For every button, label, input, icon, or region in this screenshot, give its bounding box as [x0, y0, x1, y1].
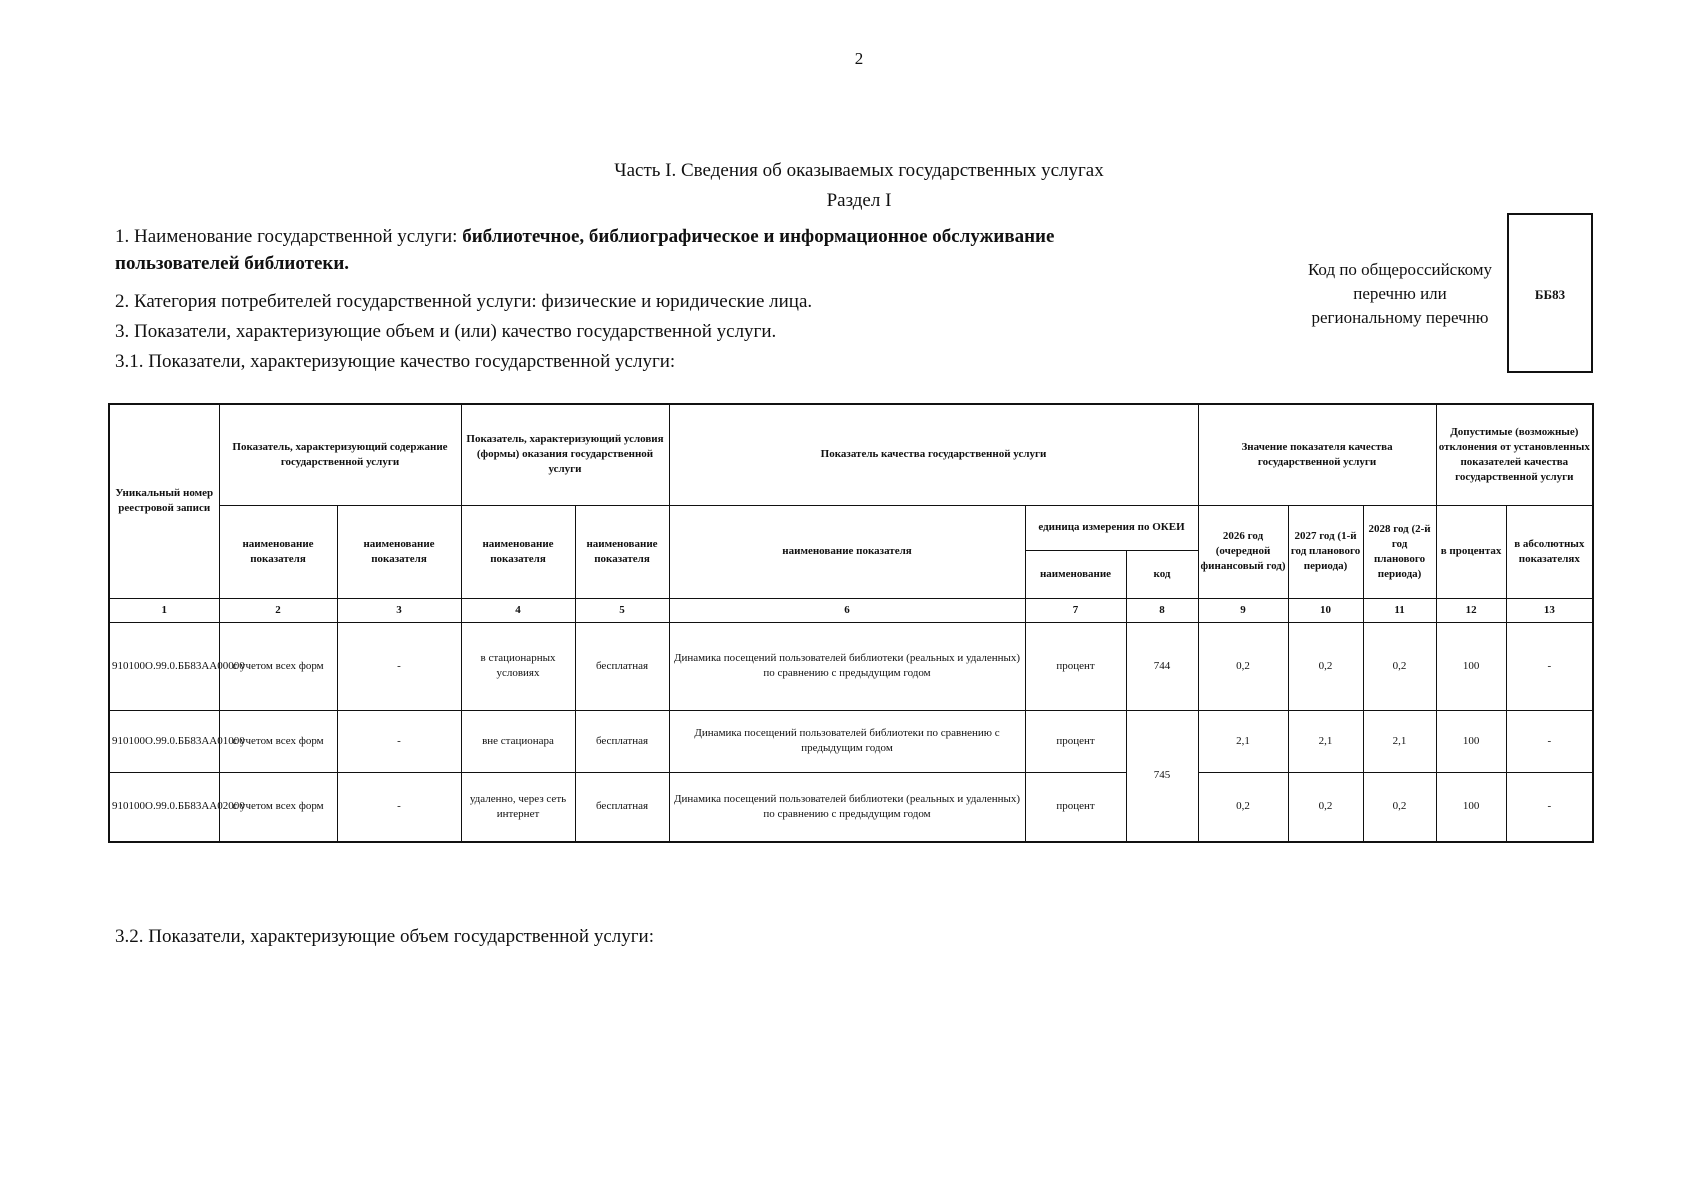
column-number: 2: [219, 598, 337, 622]
part-title: Часть I. Сведения об оказываемых государственных услугах: [614, 160, 1104, 181]
page-number: 2: [854, 49, 864, 68]
column-number: 7: [1025, 598, 1126, 622]
unit-name: процент: [1025, 710, 1126, 772]
header-okei-unit: единица измерения по ОКЕИ: [1025, 505, 1198, 550]
table-row: [109, 622, 1593, 710]
deviation-absolute: -: [1506, 710, 1593, 772]
condition-indicator-1: в стационарных условиях: [461, 622, 575, 710]
column-number: 11: [1363, 598, 1436, 622]
quality-indicators-table: [108, 403, 1594, 843]
value-2027: 2,1: [1288, 710, 1363, 772]
condition-indicator-1: удаленно, через сеть интернет: [461, 772, 575, 842]
deviation-absolute: -: [1506, 772, 1593, 842]
column-numbers-row: [109, 598, 1593, 622]
code-label-line: региональному перечню: [1311, 308, 1489, 327]
record-number: 910100О.99.0.ББ83АА00000: [109, 622, 219, 710]
code-label-line: Код по общероссийскому: [1307, 260, 1493, 279]
header-unique-record: Уникальный номер реестровой записи: [109, 404, 219, 598]
value-2026: 2,1: [1198, 710, 1288, 772]
column-number: 6: [669, 598, 1025, 622]
service-name-continuation: пользователей библиотеки.: [115, 253, 350, 274]
header-okei-name: наименование: [1025, 550, 1126, 598]
value-2028: 2,1: [1363, 710, 1436, 772]
unit-name: процент: [1025, 772, 1126, 842]
header-indicator-name: наименование показателя: [575, 505, 669, 598]
section-title: Раздел I: [826, 190, 892, 211]
value-2027: 0,2: [1288, 622, 1363, 710]
content-indicator-2: -: [337, 622, 461, 710]
condition-indicator-2: бесплатная: [575, 772, 669, 842]
volume-indicators-heading: 3.2. Показатели, характеризующие объем государственной услуги:: [115, 926, 655, 947]
consumer-category: 2. Категория потребителей государственной услуги: физические и юридические лица.: [115, 291, 813, 312]
deviation-percent: 100: [1436, 772, 1506, 842]
column-number: 3: [337, 598, 461, 622]
column-number: 10: [1288, 598, 1363, 622]
column-number: 5: [575, 598, 669, 622]
header-year-2027: 2027 год (1-й год планового периода): [1288, 505, 1363, 598]
value-2026: 0,2: [1198, 622, 1288, 710]
service-name-prefix: 1. Наименование государственной услуги:: [115, 226, 463, 247]
header-indicator-name: наименование показателя: [461, 505, 575, 598]
service-name-line: [115, 226, 1054, 248]
deviation-absolute: -: [1506, 622, 1593, 710]
header-indicator-name: наименование показателя: [219, 505, 337, 598]
table-row: [109, 710, 1593, 772]
column-number: 1: [109, 598, 219, 622]
header-conditions-indicator: Показатель, характеризующий условия (формы) оказания государственной услуги: [461, 404, 669, 505]
value-2027: 0,2: [1288, 772, 1363, 842]
quality-indicator-name: Динамика посещений пользователей библиотеки (реальных и удаленных) по сравнению с предыдущим годом: [669, 622, 1025, 710]
record-number: 910100О.99.0.ББ83АА02000: [109, 772, 219, 842]
code-label-line: перечню или: [1353, 284, 1447, 303]
indicators-heading: 3. Показатели, характеризующие объем и (или) качество государственной услуги.: [115, 321, 777, 342]
header-quality-value: Значение показателя качества государственной услуги: [1198, 404, 1436, 505]
value-2026: 0,2: [1198, 772, 1288, 842]
header-deviation-percent: в процентах: [1436, 505, 1506, 598]
content-indicator-1: с учетом всех форм: [219, 622, 337, 710]
deviation-percent: 100: [1436, 622, 1506, 710]
header-quality-indicator: Показатель качества государственной услуги: [669, 404, 1198, 505]
value-2028: 0,2: [1363, 622, 1436, 710]
column-number: 12: [1436, 598, 1506, 622]
header-deviation-absolute: в абсолютных показателях: [1506, 505, 1593, 598]
condition-indicator-1: вне стационара: [461, 710, 575, 772]
quality-indicator-name: Динамика посещений пользователей библиотеки по сравнению с предыдущим годом: [669, 710, 1025, 772]
column-number: 13: [1506, 598, 1593, 622]
content-indicator-1: с учетом всех форм: [219, 710, 337, 772]
unit-code: 744: [1126, 622, 1198, 710]
quality-indicators-heading: 3.1. Показатели, характеризующие качество государственной услуги:: [115, 351, 676, 372]
value-2028: 0,2: [1363, 772, 1436, 842]
service-name-value: библиотечное, библиографическое и информационное обслуживание: [462, 226, 1055, 247]
column-number: 9: [1198, 598, 1288, 622]
code-label: [1290, 258, 1510, 330]
header-content-indicator: Показатель, характеризующий содержание государственной услуги: [219, 404, 461, 505]
content-indicator-2: -: [337, 710, 461, 772]
condition-indicator-2: бесплатная: [575, 710, 669, 772]
unit-name: процент: [1025, 622, 1126, 710]
table-row: [109, 772, 1593, 842]
header-year-2028: 2028 год (2-й год планового периода): [1363, 505, 1436, 598]
code-box: ББ83: [1507, 213, 1593, 373]
header-quality-indicator-name: наименование показателя: [669, 505, 1025, 598]
column-number: 4: [461, 598, 575, 622]
quality-indicator-name: Динамика посещений пользователей библиотеки (реальных и удаленных) по сравнению с предыдущим годом: [669, 772, 1025, 842]
header-deviation: Допустимые (возможные) отклонения от установленных показателей качества государственной услуги: [1436, 404, 1593, 505]
deviation-percent: 100: [1436, 710, 1506, 772]
header-okei-code: код: [1126, 550, 1198, 598]
column-number: 8: [1126, 598, 1198, 622]
header-year-2026: 2026 год (очередной финансовый год): [1198, 505, 1288, 598]
header-indicator-name: наименование показателя: [337, 505, 461, 598]
content-indicator-1: с учетом всех форм: [219, 772, 337, 842]
content-indicator-2: -: [337, 772, 461, 842]
condition-indicator-2: бесплатная: [575, 622, 669, 710]
unit-code: 745: [1126, 710, 1198, 842]
record-number: 910100О.99.0.ББ83АА01000: [109, 710, 219, 772]
